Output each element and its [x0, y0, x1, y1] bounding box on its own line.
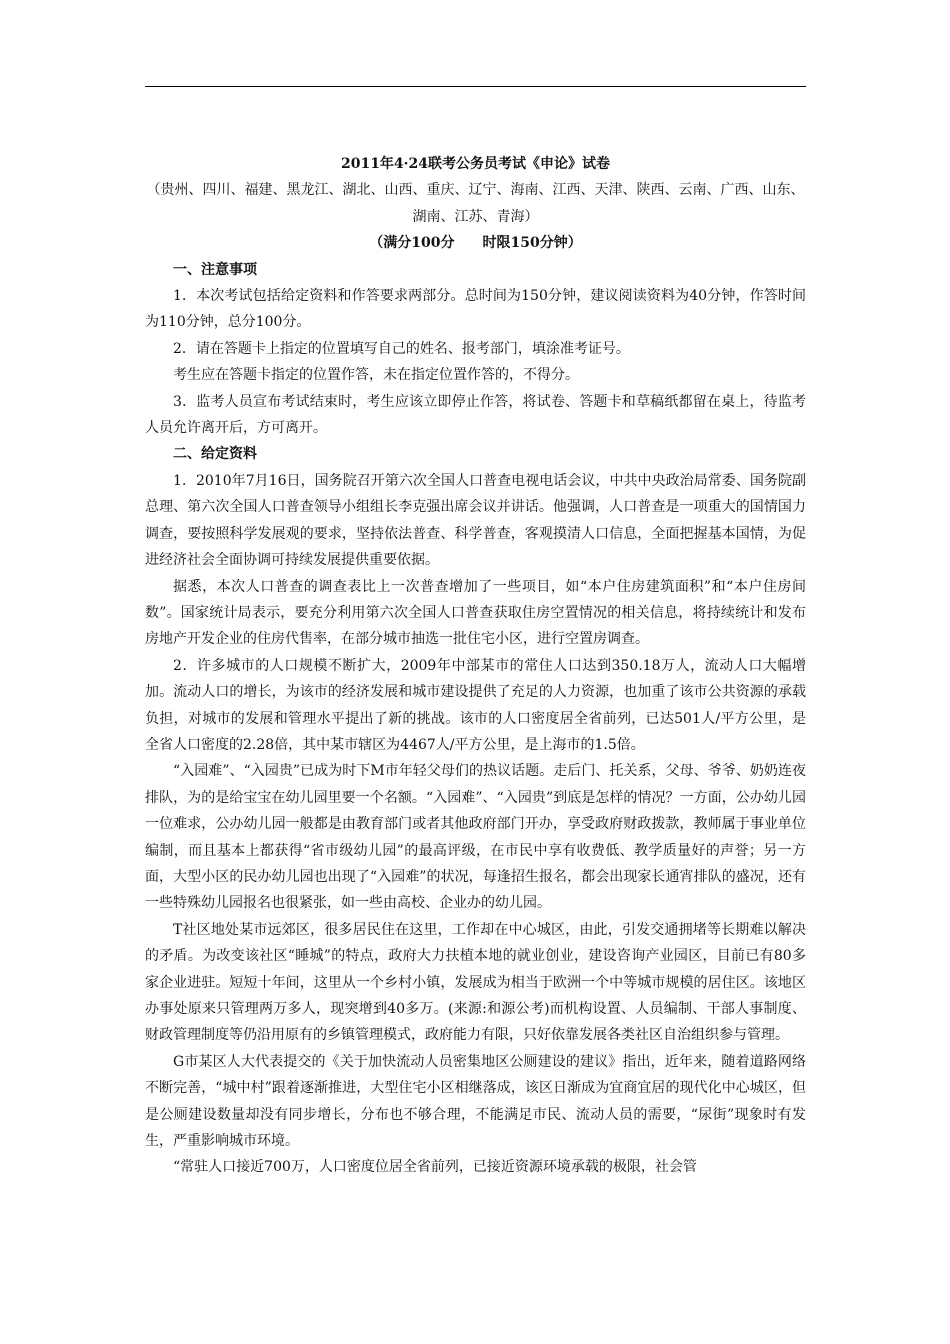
material-paragraph: G市某区人大代表提交的《关于加快流动人员密集地区公厕建设的建议》指出，近年来，随着道路网络不断完善，“城中村”跟着逐渐推进，大型住宅小区相继落成，该区日渐成为宜商宜居的现代化中心城区，但是公厕建设数量却没有同步增长，分布也不够合理，不能满足市民、流动人员的需要，“尿街”现象时有发生，严重影响城市环境。: [145, 1053, 806, 1150]
material-paragraph: 1．2010年7月16日，国务院召开第六次全国人口普查电视电话会议，中共中央政治局常委、国务院副总理、第六次全国人口普查领导小组组长李克强出席会议并讲话。他强调，人口普查是一项重大的国情国力调查，要按照科学发展观的要求，坚持依法普查、科学普查，客观摸清人口信息，全面把握基本国情，为促进经济社会全面协调可持续发展提供重要依据。: [145, 472, 806, 569]
header-rule: [145, 86, 806, 87]
notes-paragraph: 3．监考人员宣布考试结束时，考生应该立即停止作答，将试卷、答题卡和草稿纸都留在桌上，待监考人员允许离开后，方可离开。: [145, 393, 806, 437]
score-time-limit: （满分100分 时限150分钟）: [369, 235, 582, 252]
material-paragraph: “常驻人口接近700万，人口密度位居全省前列，已接近资源环境承载的极限，社会管: [173, 1159, 697, 1176]
material-paragraph: “入园难”、“入园贵”已成为时下M市年轻父母们的热议话题。走后门、托关系，父母、爷爷、奶奶连夜排队，为的是给宝宝在幼儿园里要一个名额。“入园难”、“入园贵”到底是怎样的情况？一方面，公办幼儿园一位难求，公办幼儿园一般都是由教育部门或者其他政府部门开办，享受政府财政拨款，教师属于事业单位编制，而且基本上都获得“省市级幼儿园”的最高评级，在市民中享有收费低、教学质量好的声誉；另一方面，大型小区的民办幼儿园也出现了“入园难”的状况，每逢招生报名，都会出现家长通宵排队的盛况，还有一些特殊幼儿园报名也很紧张，如一些由高校、企业办的幼儿园。: [145, 763, 806, 912]
material-paragraph: 据悉，本次人口普查的调查表比上一次普查增加了一些项目，如“本户住房建筑面积”和“本户住房间数”。国家统计局表示，要充分利用第六次全国人口普查获取住房空置情况的相关信息，将持续统计和发布房地产开发企业的住房代售率，在部分城市抽选一批住宅小区，进行空置房调查。: [145, 578, 806, 648]
section-heading-notes: 一、注意事项: [173, 261, 257, 278]
section-heading-materials: 二、给定资料: [173, 446, 257, 463]
material-paragraph: 2．许多城市的人口规模不断扩大，2009年中部某市的常住人口达到350.18万人，流动人口大幅增加。流动人口的增长，为该市的经济发展和城市建设提供了充足的人力资源，也加重了该市公共资源的承载负担，对城市的发展和管理水平提出了新的挑战。该市的人口密度居全省前列，已达501人/平方公里，是全省人口密度的2.28倍，其中某市辖区为4467人/平方公里，是上海市的1.5倍。: [145, 657, 806, 753]
material-paragraph: T社区地处某市远郊区，很多居民住在这里，工作却在中心城区，由此，引发交通拥堵等长期难以解决的矛盾。为改变该社区“睡城”的特点，政府大力扶植本地的就业创业，建设咨询产业园区，目前已有80多家企业进驻。短短十年间，这里从一个乡村小镇，发展成为相当于欧洲一个中等城市规模的居住区。该地区办事处原来只管理两万多人，现突增到40多万。(来源:和源公考)而机构设置、人员编制、干部人事制度、财政管理制度等仍沿用原有的乡镇管理模式，政府能力有限，只好依靠发展各类社区自治组织参与管理。: [145, 921, 806, 1044]
notes-paragraph: 2．请在答题卡上指定的位置填写自己的姓名、报考部门，填涂准考证号。: [173, 340, 630, 357]
document-subtitle: （贵州、四川、福建、黑龙江、湖北、山西、重庆、辽宁、海南、江西、天津、陕西、云南、广西、山东、湖南、江苏、青海）: [146, 182, 805, 225]
notes-paragraph: 1．本次考试包括给定资料和作答要求两部分。总时间为150分钟，建议阅读资料为40分钟，作答时间为110分钟，总分100分。: [145, 288, 806, 331]
document-title: 2011年4·24联考公务员考试《申论》试卷: [340, 156, 611, 172]
document-body: [145, 151, 806, 1181]
notes-paragraph: 考生应在答题卡指定的位置作答，未在指定位置作答的，不得分。: [173, 367, 579, 384]
